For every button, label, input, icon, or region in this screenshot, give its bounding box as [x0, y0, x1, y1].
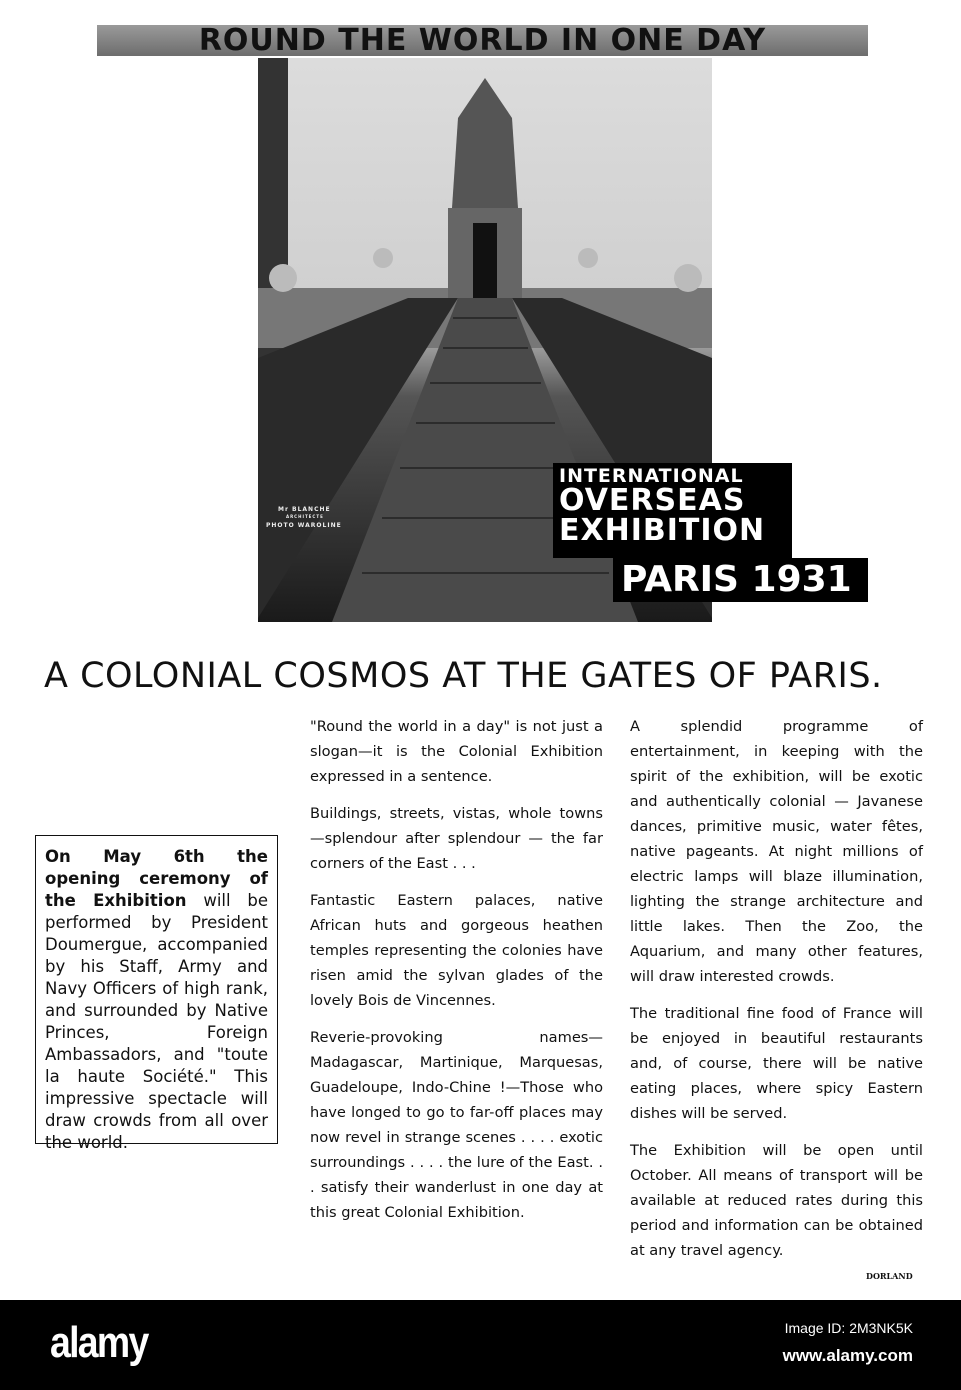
site-url[interactable]: www.alamy.com [782, 1346, 913, 1365]
exhibition-title-box [553, 463, 792, 558]
agency-signature: DORLAND [866, 1271, 913, 1281]
title-line-1: INTERNATIONAL [559, 465, 744, 487]
opening-ceremony-box [35, 835, 278, 1152]
column-2 [310, 714, 603, 1237]
paragraph: Reverie-provoking names—Madagascar, Martinique, Marquesas, Guadeloupe, Indo-Chine !—Those who have longed to go to far-off places may now revel in strange scenes . . . . exotic surroundings . . . . the lure of the East. . . satisfy their wanderlust in one day at this great Colonial Exhibition. [310, 1029, 603, 1221]
paragraph: Buildings, streets, vistas, whole towns—splendour after splendour — the far corners of the East . . . [310, 805, 603, 872]
headline: A COLONIAL COSMOS AT THE GATES OF PARIS. [44, 656, 883, 696]
paragraph: Fantastic Eastern palaces, native African huts and gorgeous heathen temples representing the colonies have risen amid the sylvan glades of the lovely Bois de Vincennes. [310, 892, 603, 1009]
photo-credit: PHOTO WAROLINE [266, 522, 342, 529]
banner-title: ROUND THE WORLD IN ONE DAY [97, 25, 868, 56]
title-line-2: OVERSEAS [559, 483, 746, 518]
sidebox-text: will be performed by President Doumergue, accompanied by his Staff, Army and Navy Officers of high rank, and surrounded by Native Princes, Foreign Ambassadors, and "toute la haute Société." This impressive spectacle will draw crowds from all over the world. [45, 891, 268, 1152]
title-line-3: EXHIBITION [559, 513, 766, 548]
paragraph: "Round the world in a day" is not just a slogan—it is the Colonial Exhibition expressed in a sentence. [310, 718, 603, 785]
sidebox-bold: On May 6th the opening ceremony of the Exhibition [45, 847, 268, 910]
architect-credit: Mr BLANCHE [278, 506, 331, 513]
paragraph: A splendid programme of entertainment, in keeping with the spirit of the exhibition, will be exotic and authentically colonial — Javanese dances, primitive music, water fêtes, native pageants. At night millions of electric lamps will blaze illumination, lighting the strange architecture and little lakes. Then the Zoo, the Aquarium, and many other features, will draw interested crowds. [630, 718, 923, 985]
watermark-footer [0, 1300, 961, 1390]
paragraph: The traditional fine food of France will be enjoyed in beautiful restaurants and, of course, there will be native eating places, where spicy Eastern dishes will be served. [630, 1005, 923, 1122]
image-id: Image ID: 2M3NK5K [784, 1320, 913, 1336]
paragraph: The Exhibition will be open until October. All means of transport will be available at reduced rates during this period and information can be obtained at any travel agency. [630, 1142, 923, 1259]
architect-role: ARCHITECTE [286, 514, 324, 519]
column-3 [630, 714, 923, 1275]
alamy-logo: alamy [50, 1318, 148, 1367]
title-line-4: PARIS 1931 [613, 558, 868, 602]
